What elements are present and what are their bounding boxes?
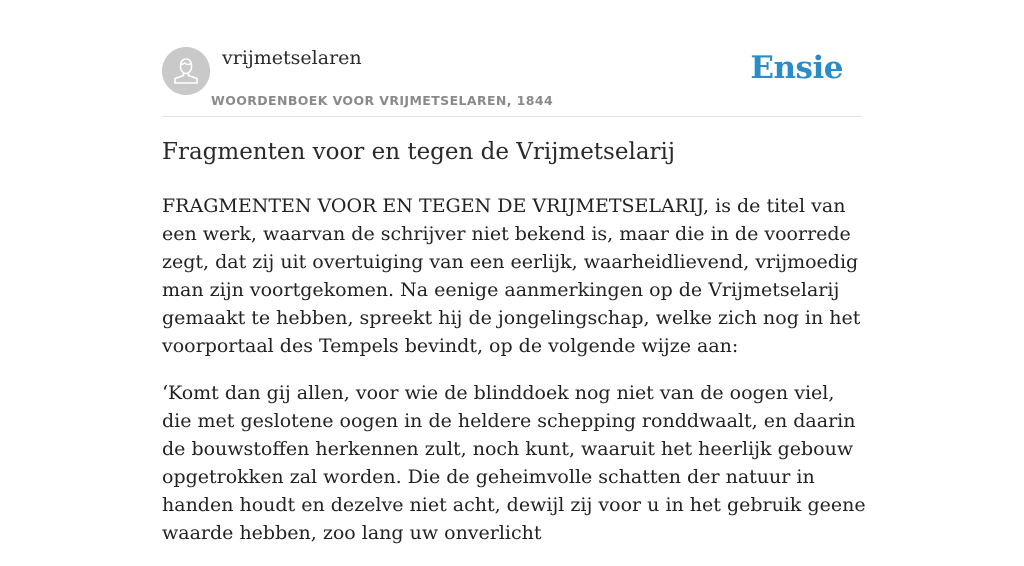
author-name[interactable]: vrijmetselaren [222,47,362,69]
source-label[interactable]: WOORDENBOEK VOOR VRIJMETSELAREN, 1844 [211,93,554,108]
paragraph: FRAGMENTEN VOOR EN TEGEN DE VRIJMETSELARIJ, is de titel van een werk, waarvan de schrijver niet bekend is, maar die in de voorrede zegt, dat zij uit overtuiging van een eerlijk, waarheidlievend, vrijmoedig man zijn voortgekomen. Na eenige aanmerkingen op de Vrijmetselarij gemaakt te hebben, spreekt hij de jongelingschap, welke zich nog in het voorportaal des Tempels bevindt, op de volgende wijze aan: [162,195,861,357]
paragraph: ‘Komt dan gij allen, voor wie de blinddoek nog niet van de oogen viel, die met geslotene oogen in de heldere schepping ronddwaalt, en daarin de bouwstoffen herkennen zult, noch kunt, waaruit het heerlijk gebouw opgetrokken zal worden. Die de geheimvolle schatten der natuur in handen houdt en dezelve niet acht, dewijl zij voor u in het gebruik geene waarde hebben, zoo lang uw onverlicht [162,382,866,544]
author-avatar[interactable] [162,47,210,95]
page-title: Fragmenten voor en tegen de Vrijmetselarij [162,139,676,165]
user-icon [162,47,210,95]
ensie-logo[interactable]: Ensie [750,50,843,86]
article-header [162,47,862,117]
article-body [162,192,867,566]
